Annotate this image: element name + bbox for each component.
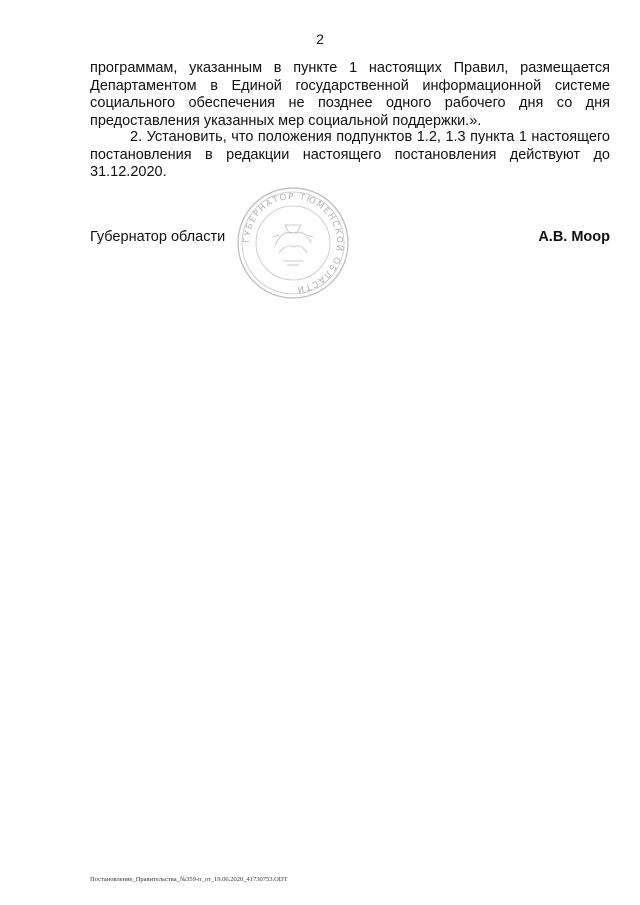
page-number: 2	[316, 31, 324, 47]
paragraph-line: предоставления указанных мер социальной поддержки.».	[90, 112, 482, 129]
signatory-name: А.В. Моор	[538, 229, 610, 245]
paragraph-line: Департаментом в Единой государственной информационной системе	[90, 77, 610, 94]
paragraph-line: 31.12.2020.	[90, 164, 167, 180]
signature-row	[90, 228, 610, 250]
paragraph-line: программам, указанным в пункте 1 настоящих Правил, размещается	[90, 60, 610, 76]
paragraph-continuation	[90, 60, 610, 130]
signatory-position: Губернатор области	[90, 229, 226, 245]
paragraph-line: постановления в редакции настоящего постановления действуют до	[90, 146, 610, 163]
footer-file-note: Постановление_Правительства_№359-п_от_19.06.2020_41730753.ODT	[90, 876, 288, 883]
paragraph-line: социального обеспечения не позднее одного рабочего дня со дня	[90, 95, 610, 111]
paragraph-line: 2. Установить, что положения подпунктов 1.2, 1.3 пункта 1 настоящего	[130, 129, 610, 145]
paragraph-item-2	[90, 129, 610, 182]
seal-text: ГУБЕРНАТОР ТЮМЕНСКОЙ ОБЛАСТИ	[241, 191, 345, 295]
